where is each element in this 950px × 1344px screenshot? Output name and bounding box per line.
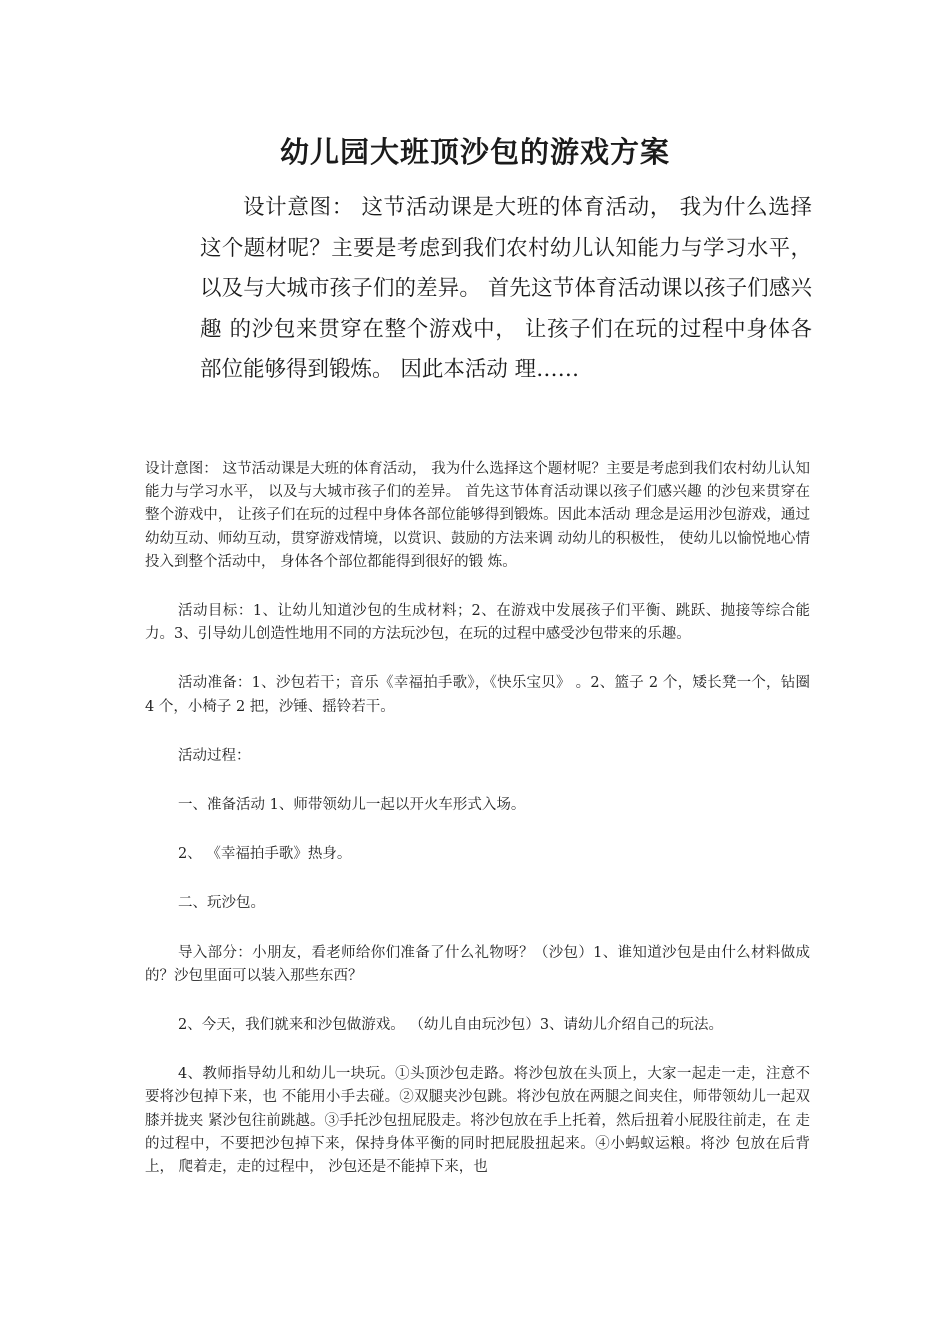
paragraph-introduction: 导入部分：小朋友，看老师给你们准备了什么礼物呀？（沙包）1、谁知道沙包是由什么材料做成的？沙包里面可以装入那些东西？ [145, 944, 810, 984]
paragraph-activity-goals: 活动目标：1、让幼儿知道沙包的生成材料；2、在游戏中发展孩子们平衡、跳跃、抛接等综合能力。3、引导幼儿创造性地用不同的方法玩沙包，在玩的过程中感受沙包带来的乐趣。 [145, 603, 810, 643]
paragraph-free-play: 2、今天，我们就来和沙包做游戏。 （幼儿自由玩沙包）3、请幼儿介绍自己的玩法。 [178, 1017, 724, 1034]
paragraph-warmup-step-2: 2、 《幸福拍手歌》热身。 [178, 846, 352, 863]
paragraph-activity-preparation: 活动准备：1、沙包若干；音乐《幸福拍手歌》，《快乐宝贝》 。2、篮子 2 个，矮长凳一个，钻圈 4 个，小椅子 2 把，沙锤、摇铃若干。 [145, 675, 810, 715]
intro-summary: 设计意图： 这节活动课是大班的体育活动， 我为什么选择这个题材呢？主要是考虑到我们农村幼儿认知能力与学习水平， 以及与大城市孩子们的差异。 首先这节体育活动课以孩子们感兴趣 的沙包来贯穿在整个游戏中， 让孩子们在玩的过程中身体各部位能够得到锻炼。 因此本活动 理…… [200, 195, 812, 382]
document-title: 幼儿园大班顶沙包的游戏方案 [279, 135, 670, 169]
paragraph-design-intent: 设计意图： 这节活动课是大班的体育活动， 我为什么选择这个题材呢？主要是考虑到我们农村幼儿认知能力与学习水平， 以及与大城市孩子们的差异。 首先这节体育活动课以孩子们感兴趣 的沙包来贯穿在整个游戏中， 让孩子们在玩的过程中身体各部位能够得到锻炼。因此本活动 理念是运用沙包游戏，通过幼幼互动、师幼互动，贯穿游戏情境，以赏识、鼓励的方法来调 动幼儿的积极性， 使幼儿以愉悦地心情投入到整个活动中， 身体各个部位都能得到很好的锻 炼。 [145, 461, 810, 570]
paragraph-play-sandbag: 二、玩沙包。 [178, 895, 265, 912]
document-body [145, 458, 810, 1205]
paragraph-activity-process: 活动过程： [178, 747, 251, 764]
paragraph-warmup-step-1: 一、准备活动 1、师带领幼儿一起以开火车形式入场。 [178, 797, 526, 814]
paragraph-guided-play: 4、教师指导幼儿和幼儿一块玩。①头顶沙包走路。将沙包放在头顶上，大家一起走一走，注意不要将沙包掉下来，也 不能用小手去碰。②双腿夹沙包跳。将沙包放在两腿之间夹住，师带领幼儿一起双膝并拢夹 紧沙包往前跳越。③手托沙包扭屁股走。将沙包放在手上托着，然后扭着小屁股往前走，在 走的过程中，不要把沙包掉下来，保持身体平衡的同时把屁股扭起来。④小蚂蚁运粮。将沙 包放在后背上， 爬着走，走的过程中， 沙包还是不能掉下来，也 [145, 1066, 810, 1176]
